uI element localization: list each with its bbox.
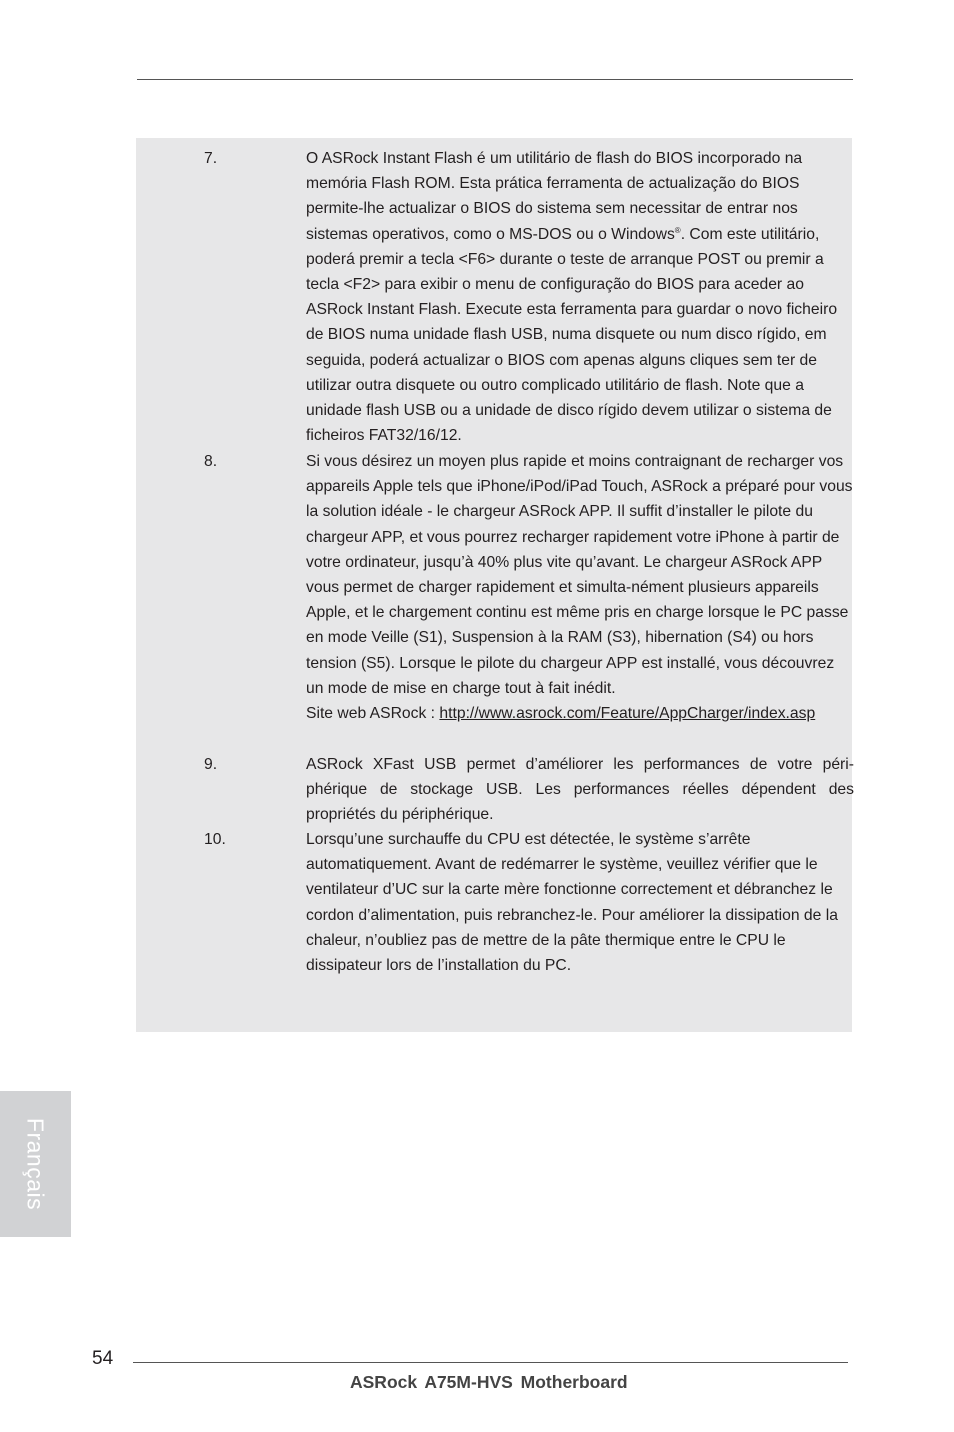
- item-number: 7.: [204, 150, 218, 167]
- language-label: Français: [22, 1117, 49, 1211]
- language-tab: [0, 1091, 71, 1237]
- item-number: 10.: [204, 831, 226, 848]
- header-rule: [137, 79, 853, 80]
- list-item-10: [204, 827, 838, 978]
- content-panel: [136, 138, 852, 1032]
- registered-mark: ®: [674, 225, 681, 235]
- footer-title: ASRock A75M-HVS Motherboard: [350, 1372, 628, 1392]
- item-text-start: O ASRock Instant Flash é um utilitário de flash do BIOS incorporado na memória Flash ROM. Esta prática ferramenta de actualização do BIOS permite-lhe actualizar o BIOS do sistema sem necessitar de entrar nos sistemas operativos, como o MS-DOS ou o Windows: [306, 150, 803, 243]
- item-paragraph: Si vous désirez un moyen plus rapide et moins contraignant de recharger vos appareils Apple tels que iPhone/iPod/iPad Touch, ASRock a préparé pour vous la solution idéale - le chargeur ASRock APP. Il suffit d’installer le pilote du chargeur APP, et vous pourrez recharger rapidement votre iPhone à partir de votre ordinateur, jusqu’à 40% plus vite qu’avant. Le chargeur ASRock APP vous permet de charger rapidement et simulta-nément plusieurs appareils Apple, et le chargement continu est même pris en charge lorsque le PC passe en mode Veille (S1), Suspension à la RAM (S3), hibernation (S4) ou hors tension (S5). Lorsque le pilote du chargeur APP est installé, vous découvrez un mode de mise en charge tout à fait inédit.: [306, 453, 853, 697]
- list-item-8: [204, 449, 853, 726]
- page-number: 54: [92, 1348, 114, 1369]
- item-text-end: . Com este utilitário, poderá premir a tecla <F6> durante o teste de arranque POST ou premir a tecla <F2> para exibir o menu de configuração do BIOS para aceder ao ASRock Instant Flash. Execute esta ferramenta para guardar o novo ficheiro de BIOS numa unidade flash USB, numa disquete ou num disco rígido, em seguida, poderá actualizar o BIOS com apenas alguns cliques sem ter de utilizar outra disquete ou outro complicado utilitário de flash. Note que a unidade flash USB ou a unidade de disco rígido devem utilizar o sistema de ficheiros FAT32/16/12.: [306, 225, 838, 445]
- item-number: 9.: [204, 756, 218, 773]
- footer-rule: [133, 1362, 848, 1363]
- item-text: [306, 146, 854, 448]
- list-item-7: [204, 146, 838, 448]
- item-text: Lorsqu’une surchauffe du CPU est détectée, le système s’arrête automatiquement. Avant de redémarrer le système, veuillez vérifier que le ventilateur d’UC sur la carte mère fonctionne correctement et débranchez le cordon d’alimentation, puis rebranchez-le. Pour améliorer la dissipation de la chaleur, n’oubliez pas de mettre de la pâte thermique entre le CPU le dissipateur lors de l’installation du PC.: [306, 831, 838, 975]
- item-text: [306, 449, 854, 726]
- site-label: Site web ASRock :: [306, 705, 440, 723]
- site-link[interactable]: http://www.asrock.com/Feature/AppCharger/index.asp: [439, 705, 816, 723]
- list-item-9: [204, 752, 854, 828]
- site-line: [306, 701, 854, 726]
- item-text: ASRock XFast USB permet d’améliorer les performances de votre péri-phérique de stockage USB. Les performances réelles dépendent des propriétés du périphérique.: [306, 756, 854, 824]
- item-number: 8.: [204, 453, 218, 470]
